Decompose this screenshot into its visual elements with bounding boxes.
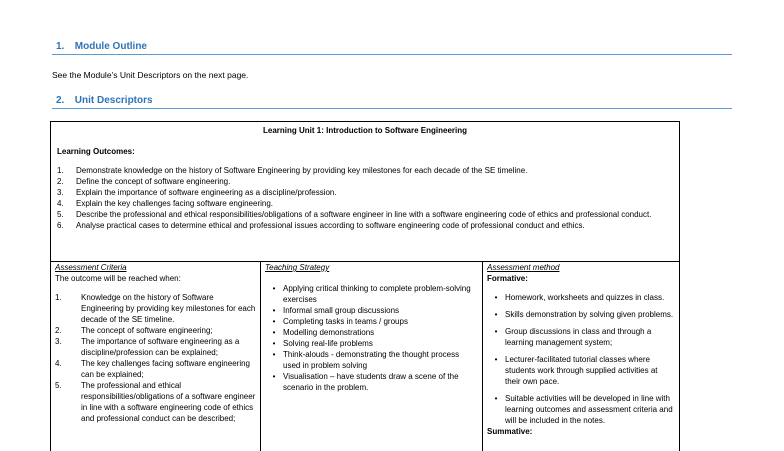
list-item [57, 187, 679, 198]
criteria-list [55, 292, 256, 424]
item-text: The key challenges facing software engineering can be explained; [81, 359, 250, 379]
unit-title: Learning Unit 1: Introduction to Software Engineering [263, 126, 467, 135]
item-number: 3. [55, 337, 62, 346]
item-text: Lecturer-facilitated tutorial classes where students work through supplied activities at their own pace. [505, 355, 658, 386]
item-number: 4. [57, 199, 64, 208]
item-text: Analyse practical cases to determine ethical and professional issues according to software engineering code of professional conduct and ethics. [76, 221, 585, 230]
bullet-icon: • [494, 327, 498, 336]
bullet-icon: • [272, 328, 276, 337]
item-text: Applying critical thinking to complete problem-solving exercises [283, 284, 471, 304]
item-number: 5. [55, 381, 62, 390]
list-item [57, 209, 679, 220]
item-number: 1. [55, 293, 62, 302]
item-text: Group discussions in class and through a learning management system; [505, 327, 652, 347]
formative-label: Formative: [487, 274, 528, 283]
list-item [487, 326, 675, 348]
section-number: 1. [56, 41, 65, 52]
bullet-icon: • [272, 317, 276, 326]
item-number: 6. [57, 221, 64, 230]
list-item [57, 176, 679, 187]
item-text: The concept of software engineering; [81, 326, 213, 335]
method-list [487, 292, 675, 426]
item-number: 5. [57, 210, 64, 219]
list-item [55, 380, 256, 424]
item-number: 3. [57, 188, 64, 197]
column-header: Teaching Strategy [265, 263, 330, 272]
item-text: Solving real-life problems [283, 339, 373, 348]
item-text: Explain the key challenges facing software engineering. [76, 199, 274, 208]
item-text: The importance of software engineering as a discipline/profession can be explained; [81, 337, 240, 357]
list-item [265, 305, 478, 316]
list-item [265, 283, 478, 305]
unit-descriptor-table [50, 121, 680, 451]
bullet-icon: • [272, 372, 276, 381]
item-text: Homework, worksheets and quizzes in class. [505, 293, 665, 302]
criteria-intro: The outcome will be reached when: [55, 274, 181, 283]
item-number: 1. [57, 166, 64, 175]
item-text: Define the concept of software engineering. [76, 177, 231, 186]
bullet-icon: • [494, 310, 498, 319]
list-item [265, 349, 478, 371]
learning-outcomes-list [57, 165, 679, 231]
section-title: Module Outline [74, 41, 147, 52]
list-item [487, 309, 675, 320]
list-item [265, 327, 478, 338]
bullet-icon: • [272, 306, 276, 315]
module-outline-text: See the Module’s Unit Descriptors on the next page. [52, 70, 249, 80]
item-text: Demonstrate knowledge on the history of Software Engineering by providing key milestones for each decade of the SE timeline. [76, 166, 528, 175]
item-number: 2. [55, 326, 62, 335]
column-header: Assessment Criteria [55, 263, 127, 272]
item-text: Knowledge on the history of Software Engineering by providing key milestones for each decade of the SE timeline. [81, 293, 256, 324]
bullet-icon: • [494, 394, 498, 403]
list-item [487, 354, 675, 387]
learning-outcomes-label: Learning Outcomes: [57, 147, 135, 156]
section-number: 2. [56, 95, 65, 106]
item-text: The professional and ethical responsibilities/obligations of a software engineer in line with a software engineering code of ethics and professional conduct can be described; [81, 381, 256, 423]
list-item [487, 292, 675, 303]
list-item [55, 292, 256, 325]
bullet-icon: • [494, 293, 498, 302]
list-item [265, 338, 478, 349]
item-text: Informal small group discussions [283, 306, 400, 315]
item-text: Explain the importance of software engineering as a discipline/profession. [76, 188, 337, 197]
item-text: Skills demonstration by solving given problems. [505, 310, 674, 319]
list-item [57, 198, 679, 209]
bullet-icon: • [272, 284, 276, 293]
bullet-icon: • [494, 355, 498, 364]
bullet-icon: • [272, 350, 276, 359]
assessment-method-column [482, 262, 679, 451]
section-title: Unit Descriptors [74, 95, 153, 106]
item-number: 2. [57, 177, 64, 186]
teaching-strategy-column [260, 262, 482, 451]
item-text: Completing tasks in teams / groups [283, 317, 408, 326]
list-item [57, 165, 679, 176]
list-item [55, 336, 256, 358]
unit-columns [51, 261, 679, 451]
list-item [265, 316, 478, 327]
section-heading-unit-descriptors [52, 95, 732, 109]
item-text: Visualisation – have students draw a scene of the scenario in the problem. [283, 372, 459, 392]
column-header: Assessment method [487, 263, 560, 272]
list-item [57, 220, 679, 231]
list-item [487, 393, 675, 426]
bullet-icon: • [272, 339, 276, 348]
strategy-list [265, 283, 478, 393]
list-item [265, 371, 478, 393]
item-text: Modelling demonstrations [283, 328, 375, 337]
assessment-criteria-column [51, 262, 260, 451]
item-text: Describe the professional and ethical responsibilities/obligations of a software engineer in line with a software engineering code of ethics and professional conduct. [76, 210, 652, 219]
section-heading-module-outline [52, 41, 732, 55]
list-item [55, 358, 256, 380]
item-number: 4. [55, 359, 62, 368]
summative-label: Summative: [487, 427, 533, 436]
item-text: Suitable activities will be developed in line with learning outcomes and assessment criteria and will be included in the notes. [505, 394, 673, 425]
item-text: Think-alouds - demonstrating the thought process used in problem solving [283, 350, 460, 370]
list-item [55, 325, 256, 336]
